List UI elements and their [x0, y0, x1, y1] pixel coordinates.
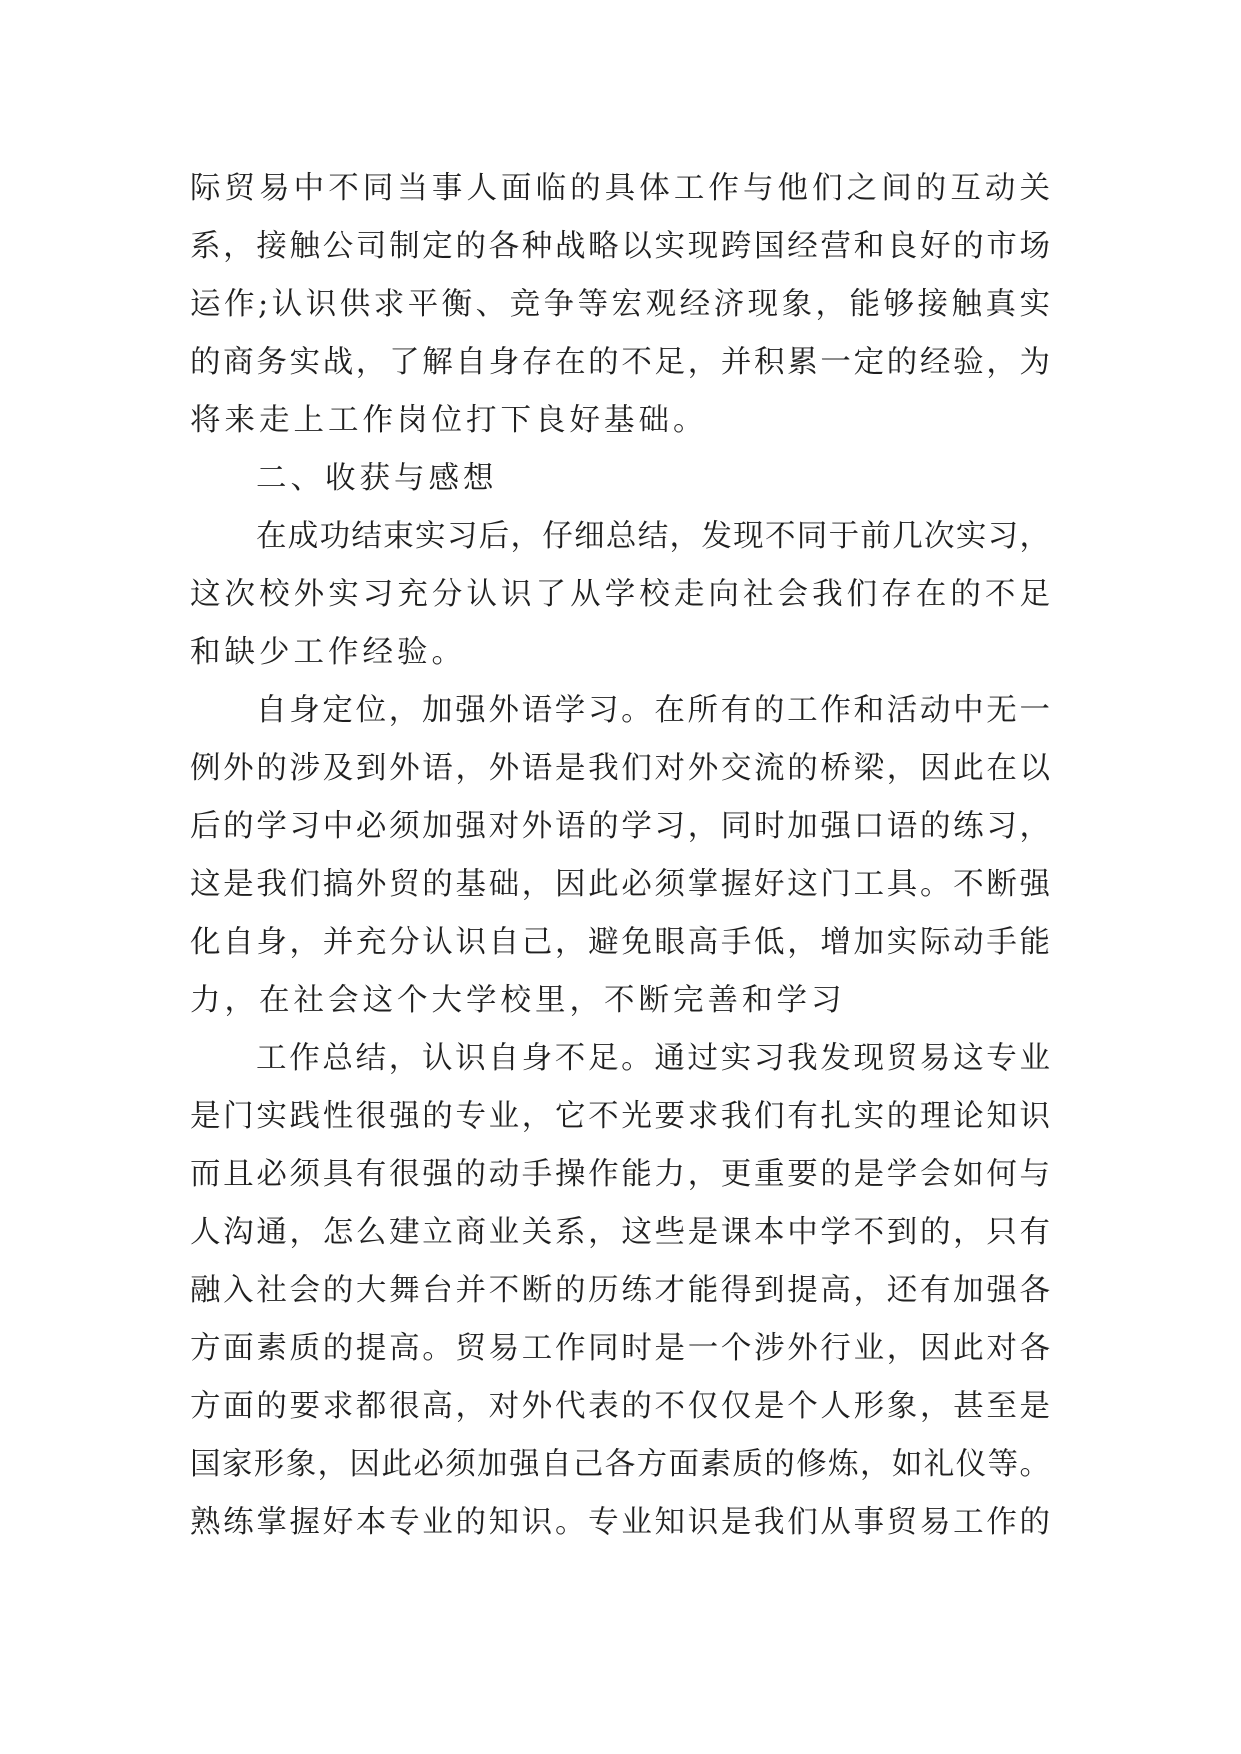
text-line: 际贸易中不同当事人面临的具体工作与他们之间的互动关	[190, 171, 1050, 206]
text-line: 是门实践性很强的专业，它不光要求我们有扎实的理论知识	[190, 1099, 1050, 1134]
text-line: 融入社会的大舞台并不断的历练才能得到提高，还有加强各	[190, 1273, 1050, 1308]
text-line: 在成功结束实习后，仔细总结，发现不同于前几次实习，	[256, 519, 1050, 554]
text-line: 工作总结，认识自身不足。通过实习我发现贸易这专业	[256, 1041, 1050, 1076]
text-line: 系，接触公司制定的各种战略以实现跨国经营和良好的市场	[190, 229, 1050, 264]
text-line: 自身定位，加强外语学习。在所有的工作和活动中无一	[256, 693, 1050, 728]
text-line: 而且必须具有很强的动手操作能力，更重要的是学会如何与	[190, 1157, 1050, 1192]
text-line: 后的学习中必须加强对外语的学习，同时加强口语的练习，	[190, 809, 1050, 844]
text-line: 人沟通，怎么建立商业关系，这些是课本中学不到的，只有	[190, 1215, 1050, 1250]
text-line: 国家形象，因此必须加强自己各方面素质的修炼，如礼仪等。	[190, 1447, 1050, 1482]
text-line: 方面素质的提高。贸易工作同时是一个涉外行业，因此对各	[190, 1331, 1050, 1366]
text-line: 这是我们搞外贸的基础，因此必须掌握好这门工具。不断强	[190, 867, 1050, 902]
text-line: 例外的涉及到外语，外语是我们对外交流的桥梁，因此在以	[190, 751, 1050, 786]
text-line: 的商务实战，了解自身存在的不足，并积累一定的经验，为	[190, 345, 1050, 380]
section-heading: 二、收获与感想	[256, 461, 498, 496]
text-line: 方面的要求都很高，对外代表的不仅仅是个人形象，甚至是	[190, 1389, 1050, 1424]
text-line: 熟练掌握好本专业的知识。专业知识是我们从事贸易工作的	[190, 1505, 1050, 1540]
text-line: 这次校外实习充分认识了从学校走向社会我们存在的不足	[190, 577, 1050, 612]
body-text	[190, 160, 1050, 1552]
text-line: 化自身，并充分认识自己，避免眼高手低，增加实际动手能	[190, 925, 1050, 960]
text-line: 运作;认识供求平衡、竞争等宏观经济现象，能够接触真实	[190, 287, 1050, 322]
text-line: 将来走上工作岗位打下良好基础。	[190, 403, 708, 438]
text-line: 力，在社会这个大学校里，不断完善和学习	[190, 983, 846, 1018]
text-line: 和缺少工作经验。	[190, 635, 466, 670]
